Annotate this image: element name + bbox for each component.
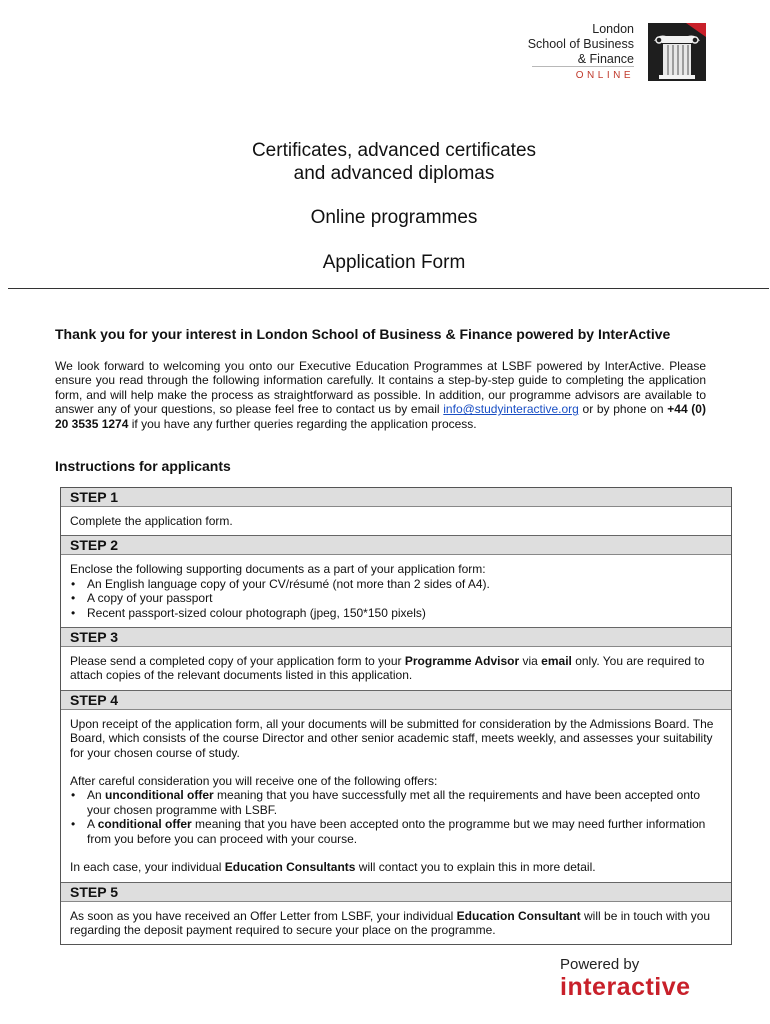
bullet: • [71,817,76,832]
logo-wordmark [528,22,634,67]
offers-intro: After careful consideration you will receive one of the following offers: [70,774,438,789]
intro-text: We look forward to welcoming you onto our Executive Education Programmes at LSBF powered by InterActive. Please ensure you read through the following information carefully. It contains a step-by-step guide to completing the application form, and will help make the process as straightforward as possible. In addition, our programme advisors are available to answer any of your questions, so please feel free to contact us by email [55,359,706,417]
documents-list [70,577,722,620]
step-3-text [70,654,722,683]
step-2-header: STEP 2 [61,536,731,555]
offer-text: meaning that you have successfully met all the requirements and have been accepted onto your chosen programme with LSBF. [87,788,700,817]
logo-line-1: London [592,22,634,36]
offer-text: A [87,817,95,832]
step-4-paragraph-3 [70,860,722,874]
bullet: • [71,788,76,803]
step-4-text-part: In each case, your individual [70,860,222,875]
step-1-header: STEP 1 [61,488,731,507]
logo-online-label: ONLINE [575,70,634,81]
bullet: • [71,576,76,591]
logo-divider [532,66,634,67]
offer-text: meaning that you have been accepted onto the programme but we may need further information from you before you can proceed with your course. [87,817,706,846]
list-item-text: An English language copy of your CV/résumé (not more than 2 sides of A4). [87,576,490,591]
unconditional-offer-bold: unconditional offer [105,788,214,803]
list-item [70,817,722,846]
offers-list [70,788,722,846]
step-2-body [61,555,731,628]
intro-phone-prefix: or by phone on [582,402,664,417]
bullet: • [71,605,76,620]
list-item [70,591,722,605]
doc-subtitle: Online programmes [310,207,478,228]
step-1-body [61,507,731,536]
powered-by-label: Powered by [560,956,640,973]
step-3-text-part: Please send a completed copy of your application form to your [70,654,402,669]
step-2-text: Enclose the following supporting documents as a part of your application form: [70,562,486,577]
email-link[interactable]: info@studyinteractive.org [443,402,579,417]
intro-paragraph [55,359,706,431]
step-4-paragraph-1: Upon receipt of the application form, all your documents will be submitted for consideration by the Admissions Board. The Board, which consists of the course Director and other senior academic staff, meets weekly, and assesses your suitability for your chosen course of study. [70,716,714,760]
doc-title-line-1: Certificates, advanced certificates [251,140,537,161]
step-3-text-part: only. You are required to attach copies of the relevant documents listed in this application. [70,654,705,683]
step-4-paragraph-2 [70,774,722,788]
email-bold: email [541,654,572,669]
intro-heading: Thank you for your interest in London School of Business & Finance powered by InterActive [55,326,671,342]
doc-title-line-2: and advanced diplomas [293,163,495,184]
list-item [70,788,722,817]
title-divider [8,288,769,289]
list-item [70,606,722,620]
offer-text: An [87,788,102,803]
list-item [70,577,722,591]
instructions-heading: Instructions for applicants [55,458,231,474]
intro-text-end: if you have any further queries regarding the application process. [131,416,477,431]
step-1-text: Complete the application form. [70,514,233,528]
step-5-body [61,902,731,945]
step-4-header: STEP 4 [61,691,731,710]
phone-number: +44 (0) 20 3535 1274 [55,402,706,431]
education-consultant-bold: Education Consultant [456,908,581,923]
step-3-body [61,647,731,691]
powered-by-logo [560,956,720,1001]
step-5-text-part: As soon as you have received an Offer Letter from LSBF, your individual [70,908,454,923]
logo-line-2: School of Business [527,37,634,51]
step-4-text-part: will contact you to explain this in more detail. [358,860,596,875]
step-5-text-part: will be in touch with you regarding the deposit payment required to secure your place on the programme. [70,908,711,937]
lsbf-logo [520,20,710,82]
conditional-offer-bold: conditional offer [97,817,192,832]
list-item-text: A copy of your passport [87,591,213,606]
steps-table [60,487,732,945]
column-emblem-icon [648,23,706,81]
step-3-header: STEP 3 [61,628,731,647]
programme-advisor-bold: Programme Advisor [404,654,520,669]
form-title: Application Form [322,252,466,273]
education-consultants-bold: Education Consultants [224,860,356,875]
step-5-header: STEP 5 [61,883,731,902]
step-4-body [61,710,731,883]
interactive-brand: interactive [560,973,691,1001]
list-item-text: Recent passport-sized colour photograph (jpeg, 150*150 pixels) [87,605,426,620]
bullet: • [71,591,76,606]
logo-line-3: & Finance [577,52,634,66]
step-3-text-part: via [522,654,538,669]
step-5-text [70,909,722,938]
